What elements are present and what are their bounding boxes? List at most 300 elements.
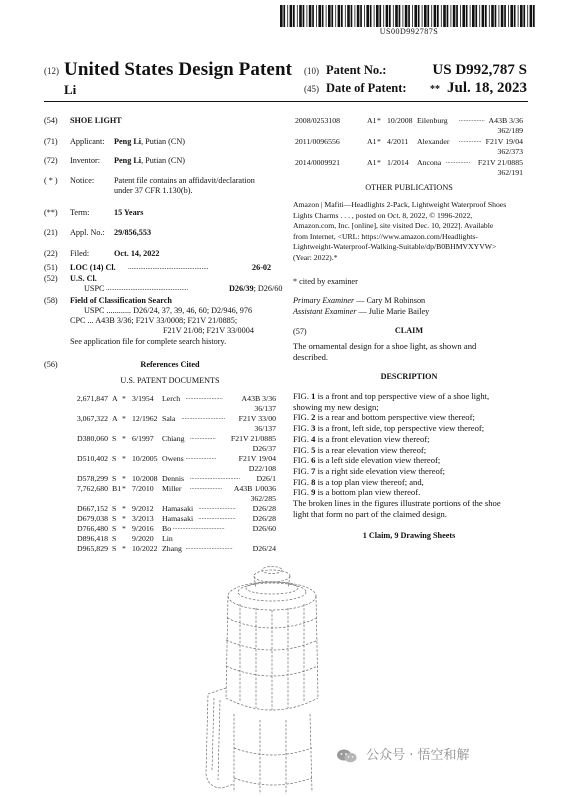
barcode-bar — [335, 5, 336, 27]
reference-dots: ............................. — [185, 544, 233, 551]
reference-dots: ....................... — [198, 504, 236, 511]
fig-description: The broken lines in the figures illustrate portions of the shoe — [293, 498, 501, 508]
barcode-bar — [422, 5, 423, 27]
barcode-bar — [318, 5, 321, 27]
barcode-bar — [386, 5, 389, 27]
fig-prefix: FIG. — [293, 412, 312, 423]
fig-number: 6 — [311, 455, 316, 466]
reference-date: 7/2010 — [132, 484, 154, 493]
reference-class-continued: 362/285 — [250, 494, 276, 503]
barcode-bar — [482, 5, 485, 27]
appl-no-label: Appl. No.: — [70, 228, 105, 237]
inventor-label: Inventor: — [70, 156, 101, 165]
uspc-label: USPC — [84, 284, 105, 293]
reference-class: D26/28 — [252, 504, 276, 513]
field-cpc-line-2: F21V 21/08; F21V 33/0004 — [163, 326, 254, 335]
reference-dots: ............................... — [189, 474, 241, 481]
watermark — [336, 748, 546, 772]
fig-description: is a rear elevation view thereof; — [315, 444, 427, 455]
reference-date: 10/2005 — [132, 454, 158, 463]
reference-name: Sala — [162, 414, 176, 423]
reference-name: Hamasaki — [162, 504, 194, 513]
reference-name: Lerch — [162, 394, 181, 403]
fig-number: 2 — [311, 412, 316, 423]
reference-class: D26/60 — [252, 524, 276, 533]
barcode-bar — [441, 5, 442, 27]
code-21: (21) — [44, 228, 58, 237]
reference-row — [64, 434, 276, 444]
appl-no-value: 29/856,553 — [114, 228, 152, 237]
barcode-bar — [347, 5, 350, 27]
reference-kind: S — [112, 504, 117, 513]
fig-description: is a left side elevation view thereof; — [315, 455, 441, 466]
reference-row — [64, 504, 276, 514]
description-heading: DESCRIPTION — [380, 372, 438, 381]
barcode-bar — [451, 5, 452, 27]
reference-number: D510,402 — [77, 454, 108, 463]
barcode-bar — [299, 5, 302, 27]
barcode-bar — [399, 5, 401, 27]
other-publication-line: Amazon.com, Inc. [online], site visited Dec. 10, 2022]. Available — [293, 221, 494, 231]
reference-class-continued: 36/137 — [254, 404, 276, 413]
barcode-bar — [523, 5, 525, 27]
barcode-bar — [495, 5, 497, 27]
reference-star: * — [122, 514, 126, 523]
barcode-bar — [475, 5, 477, 27]
code-22: (22) — [44, 249, 58, 258]
code-57: (57) — [293, 327, 307, 336]
barcode-bar — [460, 5, 461, 27]
barcode-bar — [514, 5, 516, 27]
barcode-bar — [403, 5, 404, 27]
code-52: (52) — [44, 274, 58, 283]
reference-date: 10/2008 — [132, 474, 158, 483]
fig-prefix: FIG. — [293, 465, 312, 476]
barcode-bar — [462, 5, 465, 27]
fig-description: is a right side elevation view thereof; — [315, 465, 446, 476]
fig-number: 3 — [311, 423, 316, 434]
fig-number: 8 — [311, 476, 316, 487]
barcode-bar — [370, 5, 372, 27]
description-line — [293, 498, 525, 508]
inventor-value: Peng Li, Putian (CN) — [114, 156, 185, 165]
barcode-bar — [456, 5, 458, 27]
reference-number: D578,299 — [77, 474, 108, 483]
reference-star: * — [122, 544, 126, 553]
reference-row — [64, 514, 276, 524]
reference-name: Zhang — [162, 544, 182, 553]
fig-description: is a rear and bottom perspective view thereof; — [315, 412, 475, 423]
reference-number: D679,038 — [77, 514, 108, 523]
barcode-bar — [424, 5, 427, 27]
fig-prefix: FIG. — [293, 423, 312, 434]
reference-star: * — [122, 524, 126, 533]
fig-prefix: FIG. — [293, 444, 312, 455]
primary-examiner: Primary Examiner — Cary M Robinson — [293, 296, 426, 305]
wechat-icon — [336, 748, 358, 764]
reference-star: * — [122, 504, 126, 513]
reference-row — [64, 524, 276, 534]
reference-star: * — [122, 434, 126, 443]
publication-dots: ................ — [458, 116, 485, 123]
publication-row — [293, 116, 523, 126]
barcode — [280, 5, 538, 27]
uspc-value: D26/39; D26/60 — [229, 284, 283, 293]
reference-class-continued: 36/137 — [254, 424, 276, 433]
publication-star: * — [377, 116, 381, 125]
fig-description: is a front elevation view thereof; — [315, 433, 430, 444]
loc-value: 26-02 — [252, 263, 272, 272]
reference-name: Lin — [162, 534, 173, 543]
barcode-bar — [374, 5, 375, 27]
publication-name: Alexander — [417, 137, 450, 146]
reference-name: Chiang — [162, 434, 185, 443]
barcode-bar — [341, 5, 343, 27]
barcode-bar — [472, 5, 475, 27]
publication-row — [293, 158, 523, 168]
notice-line-1: Patent file contains an affidavit/declaration — [114, 176, 255, 185]
reference-class: F21V 19/04 — [238, 454, 276, 463]
barcode-bar — [405, 5, 408, 27]
barcode-bar — [412, 5, 413, 27]
barcode-bar — [533, 5, 535, 27]
fig-number: 1 — [311, 391, 316, 401]
us-patent-documents-heading: U.S. PATENT DOCUMENTS — [120, 376, 220, 385]
reference-name: Bo — [162, 524, 172, 533]
barcode-bar — [290, 5, 293, 27]
barcode-bar — [518, 5, 519, 27]
reference-date: 3/2013 — [132, 514, 154, 523]
barcode-bar — [527, 5, 528, 27]
barcode-bar — [510, 5, 513, 27]
fig-number: 5 — [311, 444, 316, 455]
reference-star: * — [122, 484, 126, 493]
reference-date: 9/2016 — [132, 524, 154, 533]
publication-number: 2011/0096556 — [295, 137, 340, 146]
barcode-bar — [470, 5, 471, 27]
publication-number: 2014/0009921 — [295, 158, 341, 167]
reference-kind: S — [112, 534, 117, 543]
reference-name: Hamasaki — [162, 514, 194, 523]
publication-class: F21V 19/04 — [485, 137, 523, 146]
reference-kind: S — [112, 524, 117, 533]
description-line — [293, 412, 525, 422]
other-publication-line: Amazon | Mafiti—Headlights 2-Pack, Lightweight Waterproof Shoes — [293, 200, 507, 209]
barcode-bar — [316, 5, 317, 27]
description-line — [293, 423, 525, 433]
reference-date: 6/1997 — [132, 434, 154, 443]
barcode-bar — [309, 5, 312, 27]
reference-row — [64, 534, 276, 544]
publication-class-continued: 362/191 — [497, 168, 523, 177]
reference-row — [64, 454, 276, 464]
reference-dots: ....................... — [185, 394, 223, 401]
code-term: (**) — [44, 208, 58, 217]
description-line — [293, 445, 525, 455]
reference-kind: B1 — [112, 484, 122, 493]
barcode-bar — [485, 5, 487, 27]
publication-class: F21V 21/0885 — [477, 158, 523, 167]
barcode-bar — [434, 5, 437, 27]
reference-number: 3,067,322 — [76, 414, 108, 423]
reference-class: D26/24 — [252, 544, 276, 553]
fig-number: 7 — [311, 465, 316, 476]
publication-kind: A1 — [367, 158, 377, 167]
loc-dots: .............................................. — [128, 263, 209, 271]
barcode-bar — [479, 5, 480, 27]
fig-number: 4 — [311, 433, 316, 444]
claim-heading: CLAIM — [394, 326, 424, 335]
barcode-bar — [297, 5, 298, 27]
code-56: (56) — [44, 360, 58, 369]
barcode-bar — [283, 5, 285, 27]
reference-date: 3/1954 — [132, 394, 154, 403]
code-10: (10) — [304, 66, 319, 76]
publication-date: 10/2008 — [387, 116, 413, 125]
publication-name: Ancona — [417, 158, 442, 167]
reference-class: F21V 21/0885 — [230, 434, 276, 443]
barcode-bar — [508, 5, 509, 27]
fig-description: light that form no part of the claimed design. — [293, 508, 447, 519]
reference-row — [64, 474, 276, 484]
search-history-note: See application file for complete search history. — [70, 337, 227, 346]
reference-class-continued: D26/37 — [252, 444, 276, 453]
reference-kind: A — [112, 414, 118, 423]
assistant-examiner: Assistant Examiner — Julie Marie Bailey — [293, 307, 430, 316]
reference-name: Dennis — [162, 474, 185, 483]
cited-by-examiner: * cited by examiner — [293, 277, 358, 286]
reference-kind: A — [112, 394, 118, 403]
notice-line-2: under 37 CFR 1.130(b). — [114, 186, 193, 195]
term-value: 15 Years — [114, 208, 144, 217]
barcode-bar — [443, 5, 446, 27]
date-of-patent-label: Date of Patent: — [326, 81, 407, 95]
reference-class-continued: D22/108 — [248, 464, 276, 473]
uspc-dots: ............................................... — [106, 284, 189, 292]
fig-description: is a front, left side, top perspective view thereof; — [315, 423, 485, 434]
patent-number: US D992,787 S — [432, 62, 527, 78]
reference-row — [64, 394, 276, 404]
fig-prefix: FIG. — [293, 487, 312, 498]
barcode-bar — [351, 5, 353, 27]
other-publication-line: (Year: 2022).* — [293, 253, 338, 262]
publication-date: 4/2011 — [387, 137, 409, 146]
invention-title: SHOE LIGHT — [70, 116, 122, 125]
reference-kind: S — [112, 434, 117, 443]
barcode-bar — [414, 5, 417, 27]
description-line — [293, 391, 525, 401]
fig-description: is a top plan view thereof; and, — [315, 476, 424, 487]
barcode-bar — [389, 5, 391, 27]
reference-number: D766,480 — [77, 524, 108, 533]
other-publication-line: from Internet, <URL: https://www.amazon.com/Headlights- — [293, 231, 478, 241]
field-uspc-line: USPC ............ D26/24, 37, 39, 46, 60; D2/946, 976 — [84, 306, 253, 315]
publication-star: * — [377, 158, 381, 167]
reference-class: D26/28 — [252, 514, 276, 523]
barcode-bar — [312, 5, 314, 27]
reference-class: F21V 33/00 — [238, 414, 276, 423]
applicant-label: Applicant: — [70, 137, 105, 146]
reference-name: Miller — [162, 484, 182, 493]
reference-dots: ....................... — [198, 514, 236, 521]
barcode-bar — [530, 5, 533, 27]
barcode-bar — [501, 5, 504, 27]
reference-name: Owens — [162, 454, 184, 463]
barcode-bar — [491, 5, 494, 27]
publication-dots: .............. — [458, 137, 482, 144]
barcode-bar — [520, 5, 523, 27]
barcode-bar — [328, 5, 331, 27]
code-45: (45) — [304, 84, 319, 94]
barcode-bar — [345, 5, 346, 27]
reference-kind: S — [112, 454, 117, 463]
description-line — [293, 466, 525, 476]
reference-kind: S — [112, 474, 117, 483]
publication-kind: A1 — [367, 116, 377, 125]
barcode-bar — [504, 5, 506, 27]
description-line — [293, 487, 525, 497]
barcode-bar — [383, 5, 384, 27]
other-publications-heading: OTHER PUBLICATIONS — [365, 183, 453, 192]
barcode-bar — [322, 5, 324, 27]
reference-star: * — [122, 394, 126, 403]
reference-dots: ................ — [189, 434, 216, 441]
other-publication-line: Lights Charms . . . , posted on Oct. 8, 2022, © 1996-2022, — [293, 210, 473, 220]
fig-number: 9 — [311, 487, 316, 498]
claim-text-1: The ornamental design for a shoe light, as shown and — [293, 341, 477, 351]
publication-class-continued: 362/373 — [497, 147, 523, 156]
publication-class-continued: 362/189 — [497, 126, 523, 135]
reference-date: 12/1962 — [132, 414, 158, 423]
reference-number: D380,060 — [77, 434, 108, 443]
barcode-bar — [338, 5, 341, 27]
reference-star: * — [122, 414, 126, 423]
description-line — [293, 509, 525, 519]
reference-date: 9/2020 — [132, 534, 154, 543]
fig-prefix: FIG. — [293, 455, 312, 466]
fig-description: is a bottom plan view thereof. — [315, 487, 421, 498]
reference-dots: ................................ — [172, 524, 225, 531]
reference-dots: ........................... — [181, 414, 226, 421]
code-51: (51) — [44, 263, 58, 272]
reference-star: * — [122, 474, 126, 483]
publication-class: A43B 3/36 — [488, 116, 523, 125]
barcode-bar — [287, 5, 288, 27]
reference-number: 2,671,847 — [76, 394, 108, 403]
code-72: (72) — [44, 156, 58, 165]
barcode-bar — [466, 5, 468, 27]
description-line — [293, 434, 525, 444]
references-cited-heading: References Cited — [140, 360, 200, 369]
filed-value: Oct. 14, 2022 — [114, 249, 160, 258]
code-12: (12) — [44, 66, 59, 76]
barcode-bar — [379, 5, 381, 27]
barcode-bar — [355, 5, 356, 27]
barcode-bar — [376, 5, 379, 27]
reference-kind: S — [112, 514, 117, 523]
fig-description: showing my new design; — [293, 401, 379, 412]
date-of-patent: Jul. 18, 2023 — [446, 80, 527, 96]
barcode-bar — [307, 5, 308, 27]
loc-label: LOC (14) Cl. — [70, 263, 116, 272]
barcode-bar — [489, 5, 490, 27]
description-line — [293, 455, 525, 465]
barcode-bar — [453, 5, 456, 27]
reference-class: A43B 3/36 — [241, 394, 276, 403]
patent-number-label: Patent No.: — [326, 63, 387, 77]
barcode-bar — [326, 5, 327, 27]
barcode-bar — [366, 5, 369, 27]
reference-class: D26/1 — [256, 474, 276, 483]
term-label: Term: — [70, 208, 90, 217]
reference-star: * — [122, 454, 126, 463]
header-inventor: Li — [64, 82, 77, 97]
reference-row — [64, 414, 276, 424]
publication-star: * — [377, 137, 381, 146]
fig-prefix: FIG. — [293, 476, 312, 487]
filed-label: Filed: — [70, 249, 90, 258]
code-notice: ( * ) — [44, 176, 58, 185]
reference-number: D667,152 — [77, 504, 108, 513]
date-star: ** — [430, 84, 440, 95]
barcode-bar — [303, 5, 305, 27]
shoe-light-drawing — [200, 548, 348, 797]
publication-row — [293, 137, 523, 147]
barcode-bar — [499, 5, 500, 27]
description-line — [293, 402, 525, 412]
fig-prefix: FIG. — [293, 391, 312, 401]
reference-number: D896,418 — [77, 534, 108, 543]
notice-label: Notice: — [70, 176, 95, 185]
reference-date: 9/2012 — [132, 504, 154, 513]
barcode-bar — [393, 5, 394, 27]
publication-number: 2008/0253108 — [295, 116, 341, 125]
barcode-number: US00D992787S — [379, 27, 439, 36]
publication-name: Eilenburg — [417, 116, 448, 125]
barcode-bar — [427, 5, 429, 27]
barcode-bar — [280, 5, 283, 27]
reference-dots: .................... — [189, 484, 223, 491]
barcode-bar — [293, 5, 295, 27]
applicant-value: Peng Li, Putian (CN) — [114, 137, 185, 146]
description-line — [293, 477, 525, 487]
publication-dots: ............... — [445, 158, 471, 165]
barcode-bar — [418, 5, 420, 27]
document-type-title: United States Design Patent — [64, 59, 293, 80]
reference-date: 10/2022 — [132, 544, 158, 553]
publication-kind: A1 — [367, 137, 377, 146]
barcode-bar — [360, 5, 362, 27]
code-58: (58) — [44, 296, 58, 305]
barcode-bar — [395, 5, 398, 27]
reference-kind: S — [112, 544, 117, 553]
reference-class: A43B 1/0036 — [233, 484, 276, 493]
reference-number: D965,829 — [77, 544, 108, 553]
column-gutter — [286, 102, 287, 542]
claims-drawings-summary: 1 Claim, 9 Drawing Sheets — [362, 531, 456, 540]
fig-prefix: FIG. — [293, 433, 312, 444]
code-54: (54) — [44, 116, 58, 125]
reference-row — [64, 484, 276, 494]
barcode-bar — [408, 5, 410, 27]
field-cpc-line: CPC ... A43B 3/36; F21V 33/0008; F21V 21/0885; — [70, 316, 238, 325]
other-publication-line: Lightweight-Waterproof-Walking-Suitable/dp/B0BHMVXYVW> — [293, 242, 497, 252]
publication-date: 1/2014 — [387, 158, 409, 167]
reference-dots: ................... — [185, 454, 217, 461]
fig-description: is a front and top perspective view of a shoe light, — [315, 391, 490, 401]
us-cl-label: U.S. Cl. — [70, 274, 97, 283]
code-71: (71) — [44, 137, 58, 146]
